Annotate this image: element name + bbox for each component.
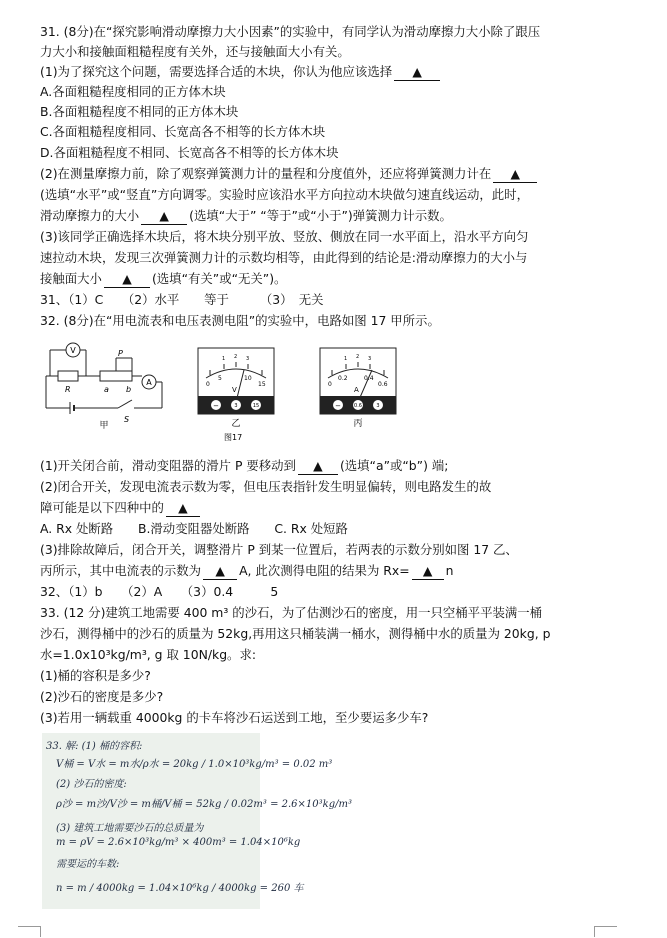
q31-part2-text1: (2)在测量摩擦力前，除了观察弹簧测力计的量程和分度值外，还应将弹簧测力计在: [40, 166, 492, 181]
q33-stem-line2: 沙石，测得桶中的沙石的质量为 52kg,再用这只桶装满一桶水，测得桶中水的质量为 20kg, p: [40, 626, 551, 641]
q32-part2-line1: (2)闭合开关，发现电流表示数为零，但电压表指针发生明显偏转，则电路发生的故: [40, 479, 492, 494]
v-small-2: 2: [234, 354, 238, 360]
q33-stem-line1: 33. (12 分)建筑工地需要 400 m³ 的沙石，为了估测沙石的密度，用一只空桶平平装满一桶: [40, 605, 543, 620]
a-tick-02: 0.2: [338, 375, 348, 382]
q32-part3-text2c: n: [445, 563, 454, 578]
a-small-1: 1: [344, 356, 348, 362]
blank-triangle: ▲: [215, 563, 225, 578]
q31-part2-line2: (选填“水平”或“竖直”方向调零。实验时应该沿水平方向拉动木块做匀速直线运动，此时，: [40, 187, 529, 202]
figure-jia-label: 甲: [99, 421, 109, 430]
handwritten-solution-photo: [42, 733, 352, 909]
q31-option-d: D.各面粗糙程度不相同、长宽高各不相等的长方体木块: [40, 145, 339, 160]
terminal-b-label: b: [126, 385, 132, 394]
resistor-label: R: [65, 385, 71, 394]
q32-part2-line2: [40, 500, 200, 517]
v-terminal-minus: −: [213, 402, 219, 410]
corner-mark-left: [18, 926, 41, 937]
terminal-a-label: a: [104, 385, 109, 394]
v-tick-15: 15: [258, 381, 266, 388]
figure-bing-label: 丙: [353, 419, 363, 428]
hand-line-5: (3) 建筑工地需要沙石的总质量为: [56, 823, 204, 834]
hand-line-1: 33. 解: (1) 桶的容积:: [46, 741, 143, 752]
blank-triangle: ▲: [412, 64, 422, 79]
answer-blank: [298, 458, 338, 475]
q33-part2: (2)沙石的密度是多少?: [40, 689, 164, 704]
q31-part3-text3b: (选填“有关”或“无关”)。: [151, 271, 287, 286]
q31-part2-line3: [40, 208, 452, 225]
q32-part1-text1: (1)开关闭合前，滑动变阻器的滑片 P 要移动到: [40, 458, 296, 473]
hand-line-8: n = m / 4000kg = 1.04×10⁶kg / 4000kg = 260 车: [56, 883, 304, 894]
q32-part2-text2: 障可能是以下四种中的: [40, 500, 164, 515]
answer-blank: [166, 500, 200, 517]
v-small-1: 1: [222, 356, 226, 362]
answer-blank: [394, 64, 440, 81]
hand-line-7: 需要运的车数:: [56, 859, 120, 870]
switch-label: S: [124, 415, 130, 424]
a-small-3: 3: [368, 356, 372, 362]
circuit-diagram: [38, 338, 170, 430]
q31-part1-text: (1)为了探究这个问题，需要选择合适的木块，你认为他应该选择: [40, 64, 393, 79]
a-tick-0: 0: [328, 381, 332, 388]
a-tick-04: 0.4: [364, 375, 374, 382]
a-dial-label: A: [354, 386, 359, 394]
blank-triangle: ▲: [313, 458, 323, 473]
q31-stem-line1: 31. (8分)在“探究影响滑动摩擦力大小因素”的实验中，有同学认为滑动摩擦力大小除了跟压: [40, 24, 541, 39]
a-terminal-minus: −: [335, 402, 341, 410]
q31-option-b: B.各面粗糙程度不相同的正方体木块: [40, 104, 239, 119]
blank-triangle: ▲: [178, 500, 188, 515]
q32-answer: 32、（1）b （2）A （3）0.4 5: [40, 584, 279, 599]
a-small-2: 2: [356, 354, 360, 360]
v-terminal-15: 15: [252, 403, 260, 409]
a-terminal-06: 0.6: [354, 403, 362, 409]
a-terminal-3: 3: [376, 403, 380, 409]
voltmeter-label: V: [70, 346, 76, 355]
q32-part3-text2b: A, 此次测得电阻的结果为 Rx=: [239, 563, 410, 578]
answer-blank: [412, 563, 444, 580]
blank-triangle: ▲: [159, 208, 169, 223]
q31-part2-line1: [40, 166, 537, 183]
answer-blank: [203, 563, 237, 580]
v-tick-5: 5: [218, 375, 222, 382]
q31-part1: [40, 64, 440, 81]
q33-part3: (3)若用一辆载重 4000kg 的卡车将沙石运送到工地，至少要运多少车?: [40, 710, 429, 725]
q31-part2-text3b: (选填“大于” “等于”或“小于”)弹簧测力计示数。: [189, 208, 452, 223]
q32-part3-line1: (3)排除故障后，闭合开关，调整滑片 P 到某一位置后，若两表的示数分别如图 17 乙、: [40, 542, 518, 557]
blank-triangle: ▲: [510, 166, 520, 181]
q32-part1: [40, 458, 448, 475]
q31-part3-line2: 速拉动木块，发现三次弹簧测力计的示数均相等，由此得到的结论是:滑动摩擦力的大小与: [40, 250, 528, 265]
q31-answer: 31、（1）C （2）水平 等于 （3） 无关: [40, 292, 324, 307]
v-tick-10: 10: [244, 375, 252, 382]
ammeter-label: A: [146, 378, 152, 387]
q31-stem-line2: 力大小和接触面粗糙程度有关外，还与接触面大小有关。: [40, 44, 350, 59]
q31-part3-line1: (3)该同学正确选择木块后，将木块分别平放、竖放、侧放在同一水平面上，沿水平方向匀: [40, 229, 529, 244]
q31-part3-text3a: 接触面大小: [40, 271, 102, 286]
a-tick-06: 0.6: [378, 381, 388, 388]
hand-line-6: m = ρV = 2.6×10³kg/m³ × 400m³ = 1.04×10⁶kg: [56, 837, 301, 848]
slider-label: P: [118, 349, 123, 358]
blank-triangle: ▲: [122, 271, 132, 286]
v-small-3: 3: [246, 356, 250, 362]
q31-part3-line3: [40, 271, 286, 288]
q31-option-c: C.各面粗糙程度相同、长宽高各不相等的长方体木块: [40, 124, 326, 139]
q31-option-a: A.各面粗糙程度相同的正方体木块: [40, 84, 226, 99]
blank-triangle: ▲: [422, 563, 433, 578]
q33-stem-line3: 水=1.0x10³kg/m³, g 取 10N/kg。求:: [40, 647, 257, 662]
q32-part3-line2: [40, 563, 453, 580]
answer-blank: [493, 166, 537, 183]
voltmeter-dial: [196, 346, 278, 442]
hand-line-4: ρ沙 = m沙/V沙 = m桶/V桶 = 52kg / 0.02m³ = 2.6×10³kg/m³: [56, 799, 352, 810]
answer-blank: [104, 271, 150, 288]
answer-blank: [141, 208, 187, 225]
q32-options: A. Rx 处断路 B.滑动变阻器处断路 C. Rx 处短路: [40, 521, 348, 536]
q32-stem: 32. (8分)在“用电流表和电压表测电阻”的实验中，电路如图 17 甲所示。: [40, 313, 440, 328]
hand-line-3: (2) 沙石的密度:: [56, 779, 127, 790]
hand-line-2: V桶 = V水 = m水/ρ水 = 20kg / 1.0×10³kg/m³ = 0.02 m³: [56, 759, 333, 770]
q31-part2-text3a: 滑动摩擦力的大小: [40, 208, 140, 223]
corner-mark-right: [594, 926, 617, 937]
q32-part1-text2: (选填“a”或“b”) 端;: [339, 458, 449, 473]
ammeter-dial: [318, 346, 400, 428]
v-tick-0: 0: [206, 381, 210, 388]
figure-yi-label: 乙: [231, 419, 241, 429]
v-terminal-3: 3: [234, 403, 238, 409]
v-dial-label: V: [232, 386, 237, 394]
q32-part3-text2a: 丙所示，其中电流表的示数为: [40, 563, 202, 578]
q33-part1: (1)桶的容积是多少?: [40, 668, 151, 683]
figure-17-label: 图17: [224, 433, 243, 442]
